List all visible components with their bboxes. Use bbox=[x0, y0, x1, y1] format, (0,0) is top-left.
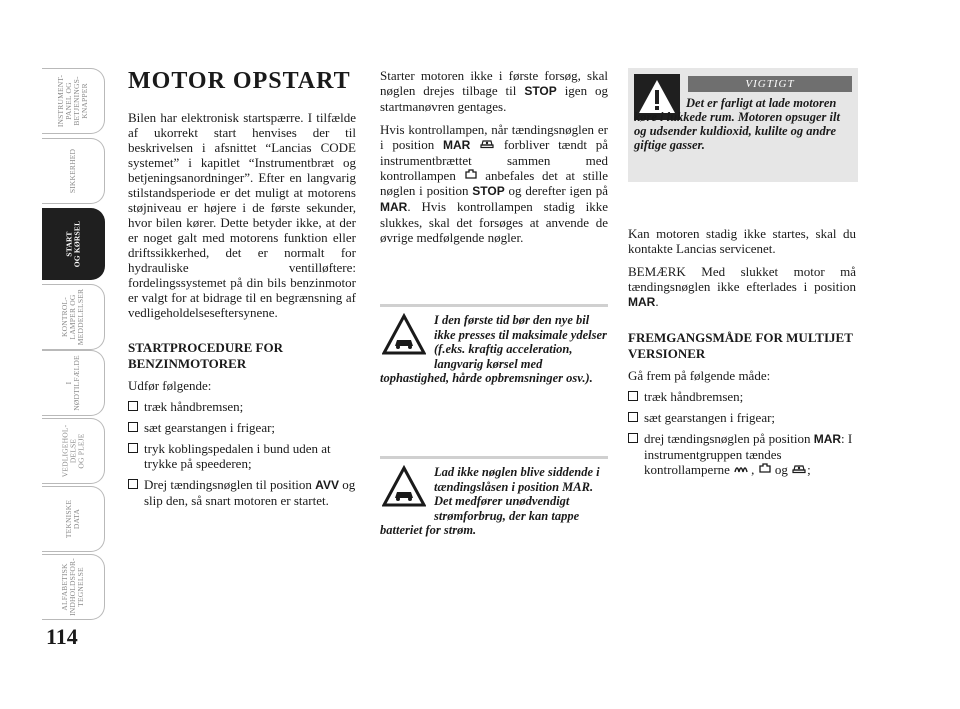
tab-indholdsfortegnelse[interactable]: ALFABETISK INDHOLDSFOR- TEGNELSE bbox=[42, 554, 105, 620]
column-left bbox=[128, 68, 356, 514]
lead-text: Udfør følgende: bbox=[128, 378, 212, 393]
glow-plug-icon bbox=[733, 462, 751, 474]
checkbox-bullet-icon bbox=[128, 443, 138, 453]
list-item: Drej tændingsnøglen til position AVV og slip den, så snart motoren er startet. bbox=[128, 477, 356, 508]
lead-text: Gå frem på følgende måde: bbox=[628, 368, 771, 383]
column-middle bbox=[380, 68, 608, 253]
column-right bbox=[628, 226, 856, 483]
immobilizer-car-icon bbox=[791, 462, 807, 474]
list-item: sæt gearstangen i frigear; bbox=[628, 410, 856, 425]
engine-check-icon bbox=[758, 462, 772, 474]
list-item: drej tændingsnøglen på position MAR: I instrumentgruppen tændes kontrollamperne , og ; bbox=[628, 431, 856, 477]
tab-nodtilfaelde[interactable]: I NØDTILFÆLDE bbox=[42, 350, 105, 416]
list-item: træk håndbremsen; bbox=[128, 399, 356, 414]
tab-kontrollamper[interactable]: KONTROL- LAMPER OG MEDDELELSER bbox=[42, 284, 105, 350]
tab-sikkerhed[interactable]: SIKKERHED bbox=[42, 138, 105, 204]
page-number: 114 bbox=[46, 624, 78, 649]
car-warning-icon bbox=[382, 465, 426, 509]
list-item: træk håndbremsen; bbox=[628, 389, 856, 404]
warning-box bbox=[628, 68, 858, 182]
warning-label: VIGTIGT bbox=[688, 76, 852, 92]
paragraph-warning-lamp: Hvis kontrollampen, når tændingsnøglen er i position MAR forbliver tændt på instrumentbrættet sammen med kontrollampen anbefales det at stille nøglen i position STOP og derefter igen på MAR. Hvis kontrollampen stadig ikke slukkes, skal det forsøges at anvende de øvrige medfølgende nøgler. bbox=[380, 122, 608, 245]
caution-note-breakin: I den første tid bør den nye bil ikke presses til maksimale ydelser (f.eks. kraftig acceleration, langvarig kørsel med tophastighed, hårde opbremsninger osv.). bbox=[380, 304, 608, 386]
tab-instrumentpanel[interactable]: INSTRUMENT- PANEL OG BETJENINGS- KNAPPER bbox=[42, 68, 105, 134]
step-list-benzin bbox=[128, 399, 356, 508]
intro-paragraph: Bilen har elektronisk startspærre. I tilfælde af ukorrekt start henvises der til beskrivelsen i afsnittet “Lancias CODE systemet” i kapitlet “Instrumentbræt og betjeningsanordninger”. Efter en langvarig stilstandsperiode er det muligt at motorens støjniveau er højere i de første sekunder, hvor bilen kører. Dette betyder ikke, at der er noget galt med motorens funktion eller driftssikkerhed, det er normalt for hydrauliske ventilløftere: fordelingssystemet på din bils benzinmotor er valgt for at bidrage til en begrænsning af vedligeholdelseseftersynene. bbox=[128, 110, 356, 320]
checkbox-bullet-icon bbox=[128, 401, 138, 411]
checkbox-bullet-icon bbox=[128, 479, 138, 489]
engine-check-icon bbox=[464, 168, 478, 180]
tab-tekniske-data[interactable]: TEKNISKE DATA bbox=[42, 486, 105, 552]
checkbox-bullet-icon bbox=[628, 391, 638, 401]
tab-start-og-korsel[interactable]: START OG KØRSEL bbox=[42, 208, 105, 280]
tab-vedligeholdelse[interactable]: VEDLIGEHOL- DELSE OG PLEJE bbox=[42, 418, 105, 484]
checkbox-bullet-icon bbox=[628, 412, 638, 422]
car-warning-icon bbox=[382, 313, 426, 357]
list-item: tryk koblingspedalen i bund uden at trykke på speederen; bbox=[128, 441, 356, 471]
section-heading-benzin: STARTPROCEDURE FOR BENZINMOTORER bbox=[128, 340, 283, 371]
caution-note-key: Lad ikke nøglen blive siddende i tændingslåsen i position MAR. Det medfører unødvendigt strømforbrug, der kan tappe batteriet for strøm. bbox=[380, 456, 608, 538]
warning-text: Det er farligt at lade motoren køre i lukkede rum. Motoren opsuger ilt og udsender kuldioxid, kulilte og andre giftige gasser. bbox=[634, 96, 840, 152]
checkbox-bullet-icon bbox=[128, 422, 138, 432]
section-heading-multijet: FREMGANGSMÅDE FOR MULTIJET VERSIONER bbox=[628, 330, 853, 361]
checkbox-bullet-icon bbox=[628, 433, 638, 443]
page-title: MOTOR OPSTART bbox=[128, 68, 351, 94]
paragraph-note: BEMÆRK Med slukket motor må tændingsnøglen ikke efterlades i position MAR. bbox=[628, 264, 856, 309]
step-list-multijet bbox=[628, 389, 856, 477]
paragraph-retry: Starter motoren ikke i første forsøg, skal nøglen drejes tilbage til STOP igen og startmanøvren gentages. bbox=[380, 68, 608, 114]
list-item: sæt gearstangen i frigear; bbox=[128, 420, 356, 435]
immobilizer-car-icon bbox=[479, 137, 495, 149]
paragraph-service: Kan motoren stadig ikke startes, skal du kontakte Lancias servicenet. bbox=[628, 226, 856, 256]
